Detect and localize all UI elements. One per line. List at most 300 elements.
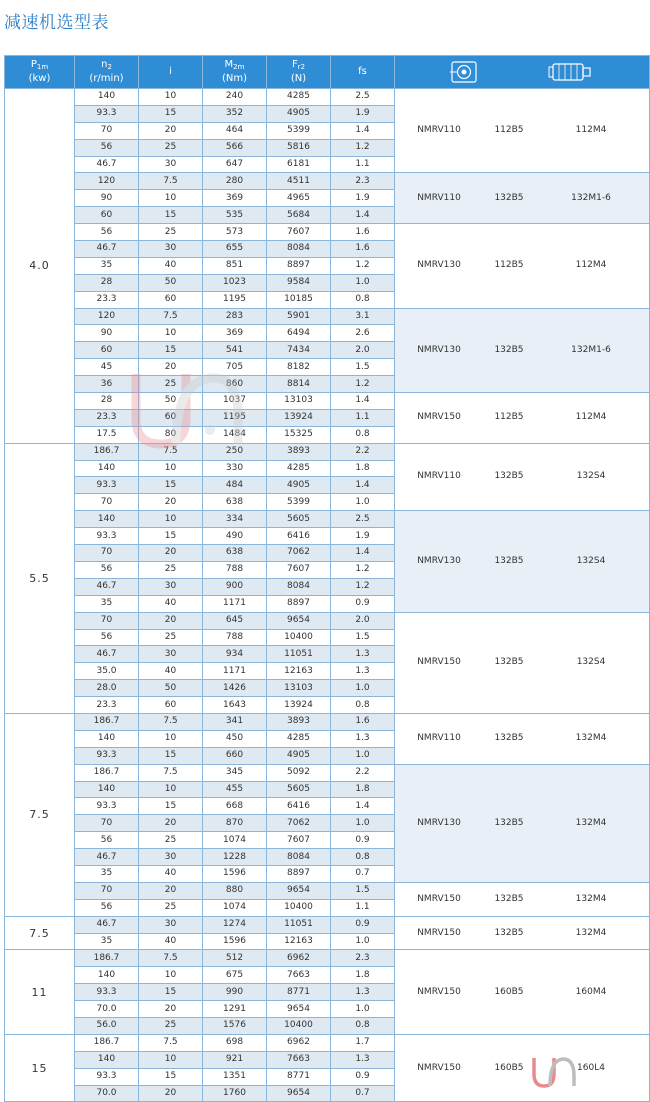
radial-load-cell: 8814 [267, 376, 331, 393]
torque-cell: 566 [203, 139, 267, 156]
service-factor-cell: 1.0 [331, 680, 395, 697]
service-factor-cell: 0.8 [331, 1017, 395, 1034]
torque-cell: 1576 [203, 1017, 267, 1034]
torque-cell: 1596 [203, 865, 267, 882]
radial-load-cell: 8897 [267, 257, 331, 274]
radial-load-cell: 7062 [267, 545, 331, 562]
service-factor-cell: 1.3 [331, 730, 395, 747]
torque-cell: 1171 [203, 663, 267, 680]
table-row [5, 713, 650, 730]
model-cell [395, 950, 650, 1034]
service-factor-cell: 1.9 [331, 190, 395, 207]
service-factor-cell: 2.6 [331, 325, 395, 342]
output-speed-cell: 70.0 [75, 1001, 139, 1018]
ratio-cell: 10 [139, 511, 203, 528]
radial-load-cell: 8771 [267, 984, 331, 1001]
service-factor-cell: 2.2 [331, 443, 395, 460]
radial-load-cell: 9654 [267, 882, 331, 899]
output-speed-cell: 46.7 [75, 916, 139, 933]
output-speed-cell: 56 [75, 561, 139, 578]
torque-cell: 647 [203, 156, 267, 173]
service-factor-cell: 1.9 [331, 105, 395, 122]
output-speed-cell: 17.5 [75, 426, 139, 443]
radial-load-cell: 13103 [267, 393, 331, 410]
ratio-cell: 20 [139, 612, 203, 629]
radial-load-cell: 3893 [267, 443, 331, 460]
radial-load-cell: 4905 [267, 747, 331, 764]
ratio-cell: 25 [139, 1017, 203, 1034]
ratio-cell: 25 [139, 899, 203, 916]
ratio-cell: 50 [139, 680, 203, 697]
service-factor-cell: 2.5 [331, 511, 395, 528]
model-name: NMRV110 [417, 125, 461, 136]
service-factor-cell: 1.3 [331, 984, 395, 1001]
ratio-cell: 30 [139, 578, 203, 595]
output-speed-cell: 35 [75, 865, 139, 882]
service-factor-cell: 1.6 [331, 713, 395, 730]
flange-size: 132B5 [494, 927, 524, 938]
torque-cell: 352 [203, 105, 267, 122]
table-row [5, 882, 650, 899]
torque-cell: 369 [203, 325, 267, 342]
radial-load-cell: 6181 [267, 156, 331, 173]
header-service-factor: fs [331, 56, 395, 89]
torque-cell: 645 [203, 612, 267, 629]
ratio-cell: 10 [139, 730, 203, 747]
ratio-cell: 20 [139, 494, 203, 511]
torque-cell: 1291 [203, 1001, 267, 1018]
flange-size: 112B5 [494, 412, 524, 423]
model-name: NMRV150 [417, 657, 461, 668]
torque-cell: 638 [203, 494, 267, 511]
ratio-cell: 20 [139, 1001, 203, 1018]
radial-load-cell: 9654 [267, 1001, 331, 1018]
motor-type: 132S4 [576, 471, 606, 482]
ratio-cell: 40 [139, 663, 203, 680]
service-factor-cell: 1.3 [331, 646, 395, 663]
power-cell: 4.0 [5, 89, 75, 444]
service-factor-cell: 2.0 [331, 342, 395, 359]
service-factor-cell: 1.2 [331, 376, 395, 393]
ratio-cell: 7.5 [139, 173, 203, 190]
torque-cell: 330 [203, 460, 267, 477]
ratio-cell: 10 [139, 1051, 203, 1068]
service-factor-cell: 1.0 [331, 1001, 395, 1018]
radial-load-cell: 8182 [267, 359, 331, 376]
service-factor-cell: 2.5 [331, 89, 395, 106]
output-speed-cell: 45 [75, 359, 139, 376]
header-ratio: i [139, 56, 203, 89]
power-cell: 7.5 [5, 713, 75, 916]
torque-cell: 450 [203, 730, 267, 747]
output-speed-cell: 93.3 [75, 105, 139, 122]
ratio-cell: 10 [139, 781, 203, 798]
service-factor-cell: 1.3 [331, 663, 395, 680]
model-name: NMRV130 [417, 817, 461, 828]
torque-cell: 464 [203, 122, 267, 139]
ratio-cell: 25 [139, 629, 203, 646]
torque-cell: 250 [203, 443, 267, 460]
ratio-cell: 10 [139, 89, 203, 106]
service-factor-cell: 0.9 [331, 832, 395, 849]
model-cell [395, 224, 650, 308]
flange-size: 112B5 [494, 260, 524, 271]
model-name: NMRV130 [417, 555, 461, 566]
output-speed-cell: 23.3 [75, 697, 139, 714]
model-cell [395, 173, 650, 224]
torque-cell: 490 [203, 528, 267, 545]
radial-load-cell: 9654 [267, 1085, 331, 1102]
torque-cell: 484 [203, 477, 267, 494]
output-speed-cell: 140 [75, 460, 139, 477]
ratio-cell: 15 [139, 477, 203, 494]
torque-cell: 369 [203, 190, 267, 207]
power-cell: 7.5 [5, 916, 75, 950]
output-speed-cell: 93.3 [75, 1068, 139, 1085]
table-row [5, 443, 650, 460]
radial-load-cell: 8897 [267, 595, 331, 612]
output-speed-cell: 35.0 [75, 663, 139, 680]
ratio-cell: 60 [139, 697, 203, 714]
radial-load-cell: 13103 [267, 680, 331, 697]
service-factor-cell: 1.8 [331, 967, 395, 984]
service-factor-cell: 1.5 [331, 359, 395, 376]
torque-cell: 705 [203, 359, 267, 376]
output-speed-cell: 70 [75, 612, 139, 629]
table-row [5, 393, 650, 410]
ratio-cell: 40 [139, 933, 203, 950]
ratio-cell: 20 [139, 882, 203, 899]
output-speed-cell: 28.0 [75, 680, 139, 697]
output-speed-cell: 60 [75, 342, 139, 359]
radial-load-cell: 7663 [267, 1051, 331, 1068]
flange-size: 132B5 [494, 817, 524, 828]
model-cell [395, 308, 650, 392]
output-speed-cell: 186.7 [75, 443, 139, 460]
motor-type: 132M1-6 [571, 192, 611, 203]
flange-size: 132B5 [494, 344, 524, 355]
model-name: NMRV150 [417, 893, 461, 904]
torque-cell: 1023 [203, 274, 267, 291]
service-factor-cell: 1.5 [331, 882, 395, 899]
model-cell [395, 713, 650, 764]
output-speed-cell: 186.7 [75, 950, 139, 967]
ratio-cell: 7.5 [139, 308, 203, 325]
output-speed-cell: 35 [75, 257, 139, 274]
service-factor-cell: 1.0 [331, 274, 395, 291]
ratio-cell: 15 [139, 105, 203, 122]
table-row [5, 308, 650, 325]
service-factor-cell: 1.2 [331, 578, 395, 595]
torque-cell: 880 [203, 882, 267, 899]
table-header-row [5, 56, 650, 89]
radial-load-cell: 5684 [267, 207, 331, 224]
radial-load-cell: 5399 [267, 494, 331, 511]
service-factor-cell: 1.4 [331, 798, 395, 815]
service-factor-cell: 1.1 [331, 409, 395, 426]
output-speed-cell: 36 [75, 376, 139, 393]
output-speed-cell: 56 [75, 139, 139, 156]
motor-type: 132M4 [575, 733, 607, 744]
service-factor-cell: 1.6 [331, 241, 395, 258]
ratio-cell: 30 [139, 849, 203, 866]
output-speed-cell: 46.7 [75, 241, 139, 258]
torque-cell: 240 [203, 89, 267, 106]
radial-load-cell: 9654 [267, 612, 331, 629]
radial-load-cell: 12163 [267, 933, 331, 950]
torque-cell: 655 [203, 241, 267, 258]
output-speed-cell: 56 [75, 629, 139, 646]
torque-cell: 1596 [203, 933, 267, 950]
radial-load-cell: 8084 [267, 578, 331, 595]
output-speed-cell: 46.7 [75, 578, 139, 595]
torque-cell: 1643 [203, 697, 267, 714]
ratio-cell: 25 [139, 224, 203, 241]
model-cell [395, 89, 650, 173]
radial-load-cell: 15325 [267, 426, 331, 443]
service-factor-cell: 1.4 [331, 122, 395, 139]
ratio-cell: 15 [139, 747, 203, 764]
service-factor-cell: 1.0 [331, 747, 395, 764]
torque-cell: 1274 [203, 916, 267, 933]
model-cell [395, 612, 650, 713]
torque-cell: 535 [203, 207, 267, 224]
ratio-cell: 30 [139, 156, 203, 173]
output-speed-cell: 70 [75, 882, 139, 899]
output-speed-cell: 90 [75, 325, 139, 342]
output-speed-cell: 140 [75, 967, 139, 984]
ratio-cell: 7.5 [139, 950, 203, 967]
service-factor-cell: 1.3 [331, 1051, 395, 1068]
torque-cell: 900 [203, 578, 267, 595]
ratio-cell: 40 [139, 257, 203, 274]
radial-load-cell: 5605 [267, 511, 331, 528]
motor-type: 112M4 [575, 412, 607, 423]
radial-load-cell: 12163 [267, 663, 331, 680]
output-speed-cell: 56 [75, 899, 139, 916]
model-cell [395, 764, 650, 882]
torque-cell: 1074 [203, 832, 267, 849]
output-speed-cell: 90 [75, 190, 139, 207]
service-factor-cell: 1.2 [331, 139, 395, 156]
ratio-cell: 10 [139, 460, 203, 477]
output-speed-cell: 140 [75, 511, 139, 528]
flange-size: 160B5 [494, 986, 524, 997]
service-factor-cell: 2.3 [331, 173, 395, 190]
radial-load-cell: 6494 [267, 325, 331, 342]
service-factor-cell: 1.4 [331, 207, 395, 224]
power-cell: 15 [5, 1034, 75, 1102]
torque-cell: 512 [203, 950, 267, 967]
output-speed-cell: 140 [75, 781, 139, 798]
ratio-cell: 15 [139, 798, 203, 815]
motor-type: 132S4 [576, 657, 606, 668]
table-row [5, 612, 650, 629]
radial-load-cell: 10400 [267, 1017, 331, 1034]
ratio-cell: 10 [139, 325, 203, 342]
radial-load-cell: 4511 [267, 173, 331, 190]
radial-load-cell: 10400 [267, 629, 331, 646]
power-cell: 11 [5, 950, 75, 1034]
service-factor-cell: 0.9 [331, 916, 395, 933]
torque-cell: 788 [203, 561, 267, 578]
header-power: $P_{1m}$ (kw) [5, 56, 75, 89]
output-speed-cell: 56 [75, 832, 139, 849]
service-factor-cell: 1.0 [331, 815, 395, 832]
radial-load-cell: 5816 [267, 139, 331, 156]
service-factor-cell: 1.4 [331, 477, 395, 494]
output-speed-cell: 93.3 [75, 984, 139, 1001]
table-row [5, 916, 650, 933]
output-speed-cell: 140 [75, 1051, 139, 1068]
radial-load-cell: 6962 [267, 1034, 331, 1051]
radial-load-cell: 6416 [267, 798, 331, 815]
service-factor-cell: 0.9 [331, 595, 395, 612]
torque-cell: 1171 [203, 595, 267, 612]
radial-load-cell: 6416 [267, 528, 331, 545]
radial-load-cell: 10400 [267, 899, 331, 916]
model-name: NMRV130 [417, 344, 461, 355]
model-name: NMRV150 [417, 986, 461, 997]
flange-size: 160B5 [494, 1062, 524, 1073]
output-speed-cell: 46.7 [75, 156, 139, 173]
table-body [5, 89, 650, 1102]
output-speed-cell: 120 [75, 308, 139, 325]
radial-load-cell: 7663 [267, 967, 331, 984]
torque-cell: 851 [203, 257, 267, 274]
ratio-cell: 10 [139, 190, 203, 207]
table-row [5, 89, 650, 106]
service-factor-cell: 2.0 [331, 612, 395, 629]
ratio-cell: 15 [139, 528, 203, 545]
radial-load-cell: 8897 [267, 865, 331, 882]
flange-size: 132B5 [494, 192, 524, 203]
model-name: NMRV150 [417, 412, 461, 423]
motor-type: 132M4 [575, 817, 607, 828]
radial-load-cell: 6962 [267, 950, 331, 967]
model-cell [395, 1034, 650, 1102]
radial-load-cell: 8084 [267, 849, 331, 866]
service-factor-cell: 0.9 [331, 1068, 395, 1085]
flange-size: 132B5 [494, 893, 524, 904]
output-speed-cell: 28 [75, 393, 139, 410]
output-speed-cell: 70 [75, 545, 139, 562]
model-name: NMRV150 [417, 1062, 461, 1073]
table-row [5, 511, 650, 528]
torque-cell: 541 [203, 342, 267, 359]
torque-cell: 788 [203, 629, 267, 646]
radial-load-cell: 4285 [267, 460, 331, 477]
radial-load-cell: 5092 [267, 764, 331, 781]
ratio-cell: 50 [139, 274, 203, 291]
radial-load-cell: 7607 [267, 561, 331, 578]
output-speed-cell: 93.3 [75, 747, 139, 764]
header-radial-load: $F_{r2}$ (N) [267, 56, 331, 89]
torque-cell: 990 [203, 984, 267, 1001]
ratio-cell: 20 [139, 815, 203, 832]
torque-cell: 934 [203, 646, 267, 663]
radial-load-cell: 8771 [267, 1068, 331, 1085]
torque-cell: 1760 [203, 1085, 267, 1102]
radial-load-cell: 4965 [267, 190, 331, 207]
service-factor-cell: 1.4 [331, 545, 395, 562]
flange-size: 132B5 [494, 555, 524, 566]
output-speed-cell: 186.7 [75, 764, 139, 781]
output-speed-cell: 70 [75, 494, 139, 511]
power-cell: 5.5 [5, 443, 75, 713]
output-speed-cell: 23.3 [75, 409, 139, 426]
motor-icon [547, 59, 595, 85]
torque-cell: 660 [203, 747, 267, 764]
output-speed-cell: 93.3 [75, 477, 139, 494]
ratio-cell: 25 [139, 376, 203, 393]
torque-cell: 668 [203, 798, 267, 815]
model-cell [395, 916, 650, 950]
motor-type: 112M4 [575, 260, 607, 271]
torque-cell: 345 [203, 764, 267, 781]
output-speed-cell: 56.0 [75, 1017, 139, 1034]
torque-cell: 280 [203, 173, 267, 190]
service-factor-cell: 0.8 [331, 291, 395, 308]
ratio-cell: 15 [139, 1068, 203, 1085]
torque-cell: 870 [203, 815, 267, 832]
ratio-cell: 30 [139, 646, 203, 663]
ratio-cell: 7.5 [139, 443, 203, 460]
output-speed-cell: 120 [75, 173, 139, 190]
output-speed-cell: 35 [75, 595, 139, 612]
model-name: NMRV110 [417, 192, 461, 203]
flange-size: 112B5 [494, 125, 524, 136]
ratio-cell: 80 [139, 426, 203, 443]
torque-cell: 1195 [203, 291, 267, 308]
radial-load-cell: 5605 [267, 781, 331, 798]
radial-load-cell: 13924 [267, 409, 331, 426]
torque-cell: 341 [203, 713, 267, 730]
torque-cell: 1037 [203, 393, 267, 410]
model-name: NMRV110 [417, 471, 461, 482]
service-factor-cell: 1.5 [331, 629, 395, 646]
selection-table [4, 55, 650, 1102]
table-row [5, 1034, 650, 1051]
model-cell [395, 393, 650, 444]
ratio-cell: 7.5 [139, 764, 203, 781]
service-factor-cell: 1.7 [331, 1034, 395, 1051]
table-row [5, 764, 650, 781]
output-speed-cell: 35 [75, 933, 139, 950]
service-factor-cell: 1.4 [331, 393, 395, 410]
radial-load-cell: 7062 [267, 815, 331, 832]
gearbox-icon [449, 59, 479, 85]
ratio-cell: 15 [139, 984, 203, 1001]
torque-cell: 1228 [203, 849, 267, 866]
output-speed-cell: 93.3 [75, 798, 139, 815]
service-factor-cell: 3.1 [331, 308, 395, 325]
ratio-cell: 60 [139, 291, 203, 308]
torque-cell: 573 [203, 224, 267, 241]
ratio-cell: 25 [139, 139, 203, 156]
ratio-cell: 40 [139, 865, 203, 882]
ratio-cell: 25 [139, 832, 203, 849]
ratio-cell: 20 [139, 122, 203, 139]
service-factor-cell: 1.0 [331, 494, 395, 511]
output-speed-cell: 93.3 [75, 528, 139, 545]
radial-load-cell: 13924 [267, 697, 331, 714]
ratio-cell: 7.5 [139, 713, 203, 730]
radial-load-cell: 7434 [267, 342, 331, 359]
ratio-cell: 20 [139, 545, 203, 562]
flange-size: 132B5 [494, 733, 524, 744]
output-speed-cell: 60 [75, 207, 139, 224]
